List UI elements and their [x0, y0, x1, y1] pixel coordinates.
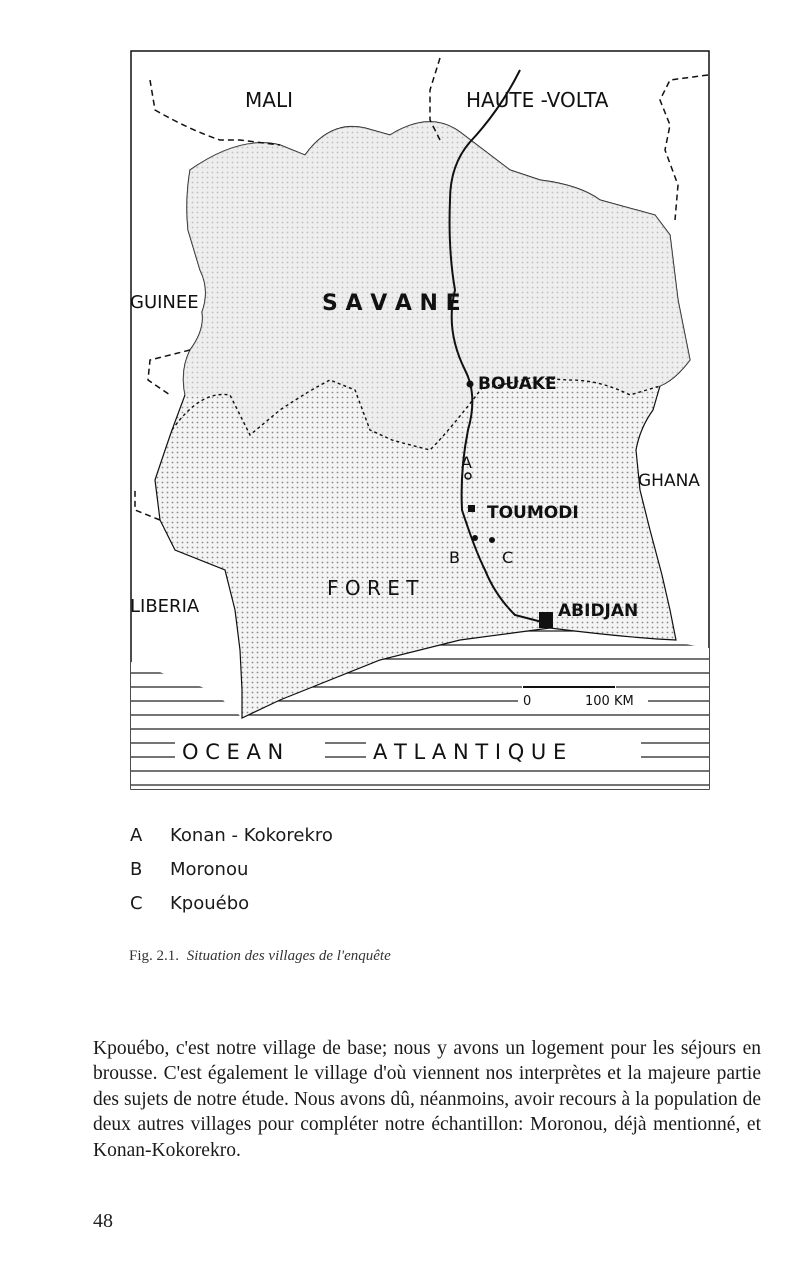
label-bouake: BOUAKE	[478, 374, 557, 394]
legend-row	[130, 886, 333, 920]
bouake-marker	[467, 381, 474, 388]
legend-village-name: Kpouébo	[170, 892, 250, 914]
label-mali: MALI	[245, 88, 293, 112]
abidjan-marker	[539, 612, 553, 628]
label-guinee: GUINEE	[130, 292, 199, 313]
label-liberia: LIBERIA	[130, 596, 200, 617]
label-toumodi: TOUMODI	[487, 503, 579, 523]
label-foret: F O R E T	[327, 576, 419, 600]
legend-letter: C	[130, 892, 143, 914]
body-paragraph: Kpouébo, c'est notre village de base; nous y avons un logement pour les séjours en brousse. C'est également le village d'où viennent nos interprètes et la majeure partie des sujets de notre étude. Nous avons dû, néanmoins, avoir recours à la population de deux autres villages pour compléter notre échantillon: Moronou, déjà mentionné, et Konan-Kokorekro.	[93, 1038, 761, 1161]
scale-distance: 100 KM	[585, 694, 634, 709]
legend-village-name: Moronou	[170, 858, 249, 880]
legend-row	[130, 818, 333, 852]
map-svg	[130, 50, 710, 790]
page-number: 48	[93, 1210, 113, 1232]
figure-caption	[129, 948, 391, 965]
figure-title: Situation des villages de l'enquête	[186, 948, 391, 964]
figure-number: Fig. 2.1.	[129, 948, 180, 964]
label-savane: S A V A N E	[322, 291, 461, 316]
toumodi-marker	[468, 505, 475, 512]
scale-zero: 0	[523, 694, 532, 709]
village-b-marker	[472, 535, 478, 541]
location-map	[130, 50, 710, 790]
map-legend	[130, 818, 333, 920]
label-b: B	[449, 548, 460, 567]
legend-letter: B	[130, 858, 143, 880]
legend-village-name: Konan - Kokorekro	[170, 824, 333, 846]
label-ghana: GHANA	[638, 471, 700, 491]
label-a: A	[461, 453, 472, 472]
label-atlantique: A T L A N T I Q U E	[373, 740, 567, 764]
legend-letter: A	[130, 824, 143, 846]
legend-row	[130, 852, 333, 886]
village-c-marker	[489, 537, 495, 543]
label-c: C	[502, 548, 514, 567]
label-abidjan: ABIDJAN	[558, 601, 639, 621]
label-ocean: O C E A N	[182, 740, 284, 764]
label-haute-volta: HAUTE -VOLTA	[466, 88, 609, 112]
